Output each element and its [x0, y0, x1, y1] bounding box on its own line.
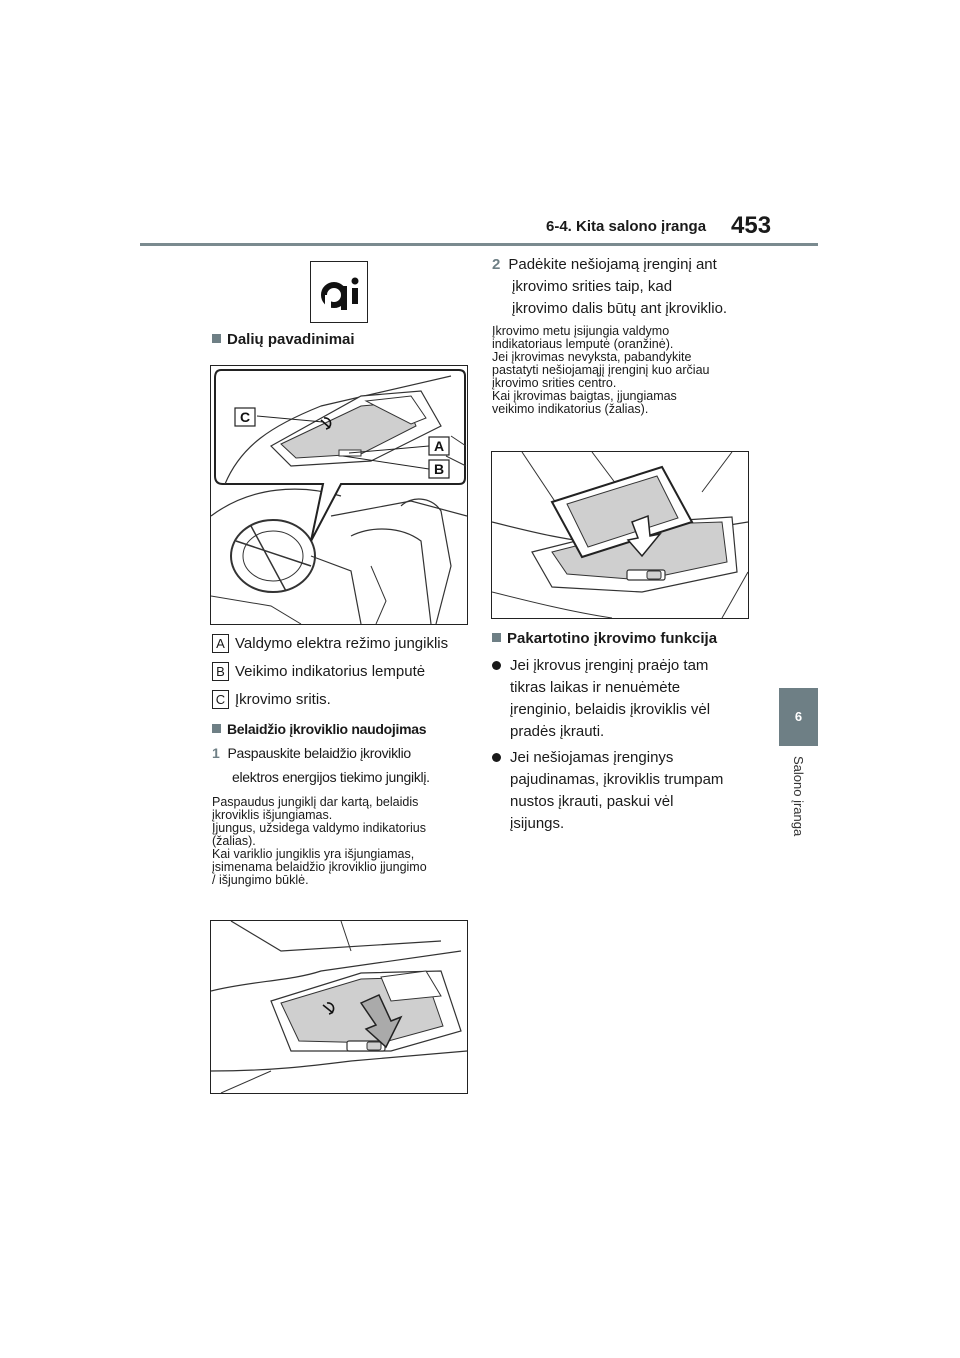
recharge-heading [492, 630, 717, 647]
recharge-heading-text: Pakartotino įkrovimo funkcija [507, 630, 718, 647]
usage-heading-text: Belaidžio įkroviklio naudojimas [227, 721, 427, 737]
bullet-2 [492, 747, 762, 835]
qi-logo [310, 261, 368, 323]
legend-key-a: A [212, 634, 229, 653]
legend-item-b [212, 662, 425, 681]
phone-illustration [492, 452, 748, 618]
step-2-line-1: Padėkite nešiojamą įrenginį ant [508, 256, 717, 273]
bullet-2-line: įsijungs. [510, 815, 565, 832]
power-note-line: įsimenama belaidžio įkroviklio įjungimo [212, 860, 427, 874]
header-divider [140, 243, 818, 246]
charging-note [492, 325, 709, 416]
bullet-2-line: nustos įkrauti, paskui vėl [510, 793, 674, 810]
step-2-line-2: įkrovimo srities taip, kad [512, 278, 673, 295]
heading-square-icon [492, 633, 501, 642]
bullet-2-line: pajudinamas, įkroviklis trumpam [510, 771, 724, 788]
legend-text-a: Valdymo elektra režimo jungiklis [235, 635, 449, 652]
callout-a: A [433, 438, 445, 454]
power-note-line: / išjungimo būklė. [212, 873, 309, 887]
legend-item-c [212, 690, 331, 709]
bullet-1-line: įrenginio, belaidis įkroviklis vėl [510, 701, 711, 718]
qi-logo-icon [311, 262, 367, 322]
charging-note-line: pastatyti nešiojamąjį įrenginį kuo arčiau [492, 363, 710, 377]
chapter-label-text: Salono įranga [791, 756, 806, 837]
power-note-line: įkroviklis išjungiamas. [212, 808, 333, 822]
charging-note-line: įkrovimo srities centro. [492, 376, 617, 390]
parts-heading [212, 331, 355, 348]
power-note-line: (žalias). [212, 834, 256, 848]
step-1-line-2: elektros energijos tiekimo jungiklį. [232, 769, 430, 785]
bullet-dot-icon [492, 753, 501, 762]
charging-note-line: indikatoriaus lemputė (oranžinė). [492, 337, 674, 351]
bullet-1-line: Jei įkrovus įrenginį praėjo tam [510, 657, 709, 674]
step-1-number: 1 [212, 745, 220, 761]
power-note-line: Paspaudus jungiklį dar kartą, belaidis [212, 795, 419, 809]
chapter-tab[interactable]: 6 [779, 688, 818, 746]
bullet-2-line: Jei nešiojamas įrenginys [510, 749, 674, 766]
legend-item-a [212, 634, 448, 653]
charging-note-line: Įkrovimo metu įsijungia valdymo [492, 324, 670, 338]
page-number: 453 [731, 212, 772, 239]
usage-heading [212, 721, 426, 737]
legend-key-b: B [212, 662, 229, 681]
bullet-1-line: pradės įkrauti. [510, 723, 605, 740]
power-note [212, 796, 427, 887]
heading-square-icon [212, 724, 221, 733]
power-note-line: Kai variklio jungiklis yra išjungiamas, [212, 847, 415, 861]
switch-illustration [211, 921, 467, 1093]
legend-text-b: Veikimo indikatorius lemputė [235, 663, 426, 680]
step-2 [492, 254, 727, 320]
bullet-dot-icon [492, 661, 501, 670]
step-2-line-3: įkrovimo dalis būtų ant įkroviklio. [512, 300, 728, 317]
step-1 [212, 742, 430, 788]
charging-note-line: veikimo indikatorius (žalias). [492, 402, 649, 416]
charging-note-line: Kai įkrovimas baigtas, įjungiamas [492, 389, 677, 403]
step-2-number: 2 [492, 256, 501, 273]
bullet-1-line: tikras laikas ir nenuėmėte [510, 679, 681, 696]
charging-note-line: Jei įkrovimas nevyksta, pabandykite [492, 350, 692, 364]
bullet-1 [492, 655, 762, 743]
phone-figure [491, 451, 749, 619]
chapter-label [779, 756, 818, 856]
switch-figure [210, 920, 468, 1094]
callout-b: B [433, 461, 445, 477]
step-1-line-1: Paspauskite belaidžio įkroviklio [227, 745, 411, 761]
dashboard-figure [210, 365, 468, 625]
power-note-line: Įjungus, užsidega valdymo indikatorius [212, 821, 427, 835]
heading-square-icon [212, 334, 221, 343]
dashboard-illustration [211, 366, 467, 624]
legend-key-c: C [212, 690, 229, 709]
callout-c: C [239, 409, 251, 425]
legend-text-c: Įkrovimo sritis. [235, 691, 331, 708]
section-title: 6-4. Kita salono įranga [546, 218, 707, 235]
parts-heading-text: Dalių pavadinimai [227, 331, 355, 348]
